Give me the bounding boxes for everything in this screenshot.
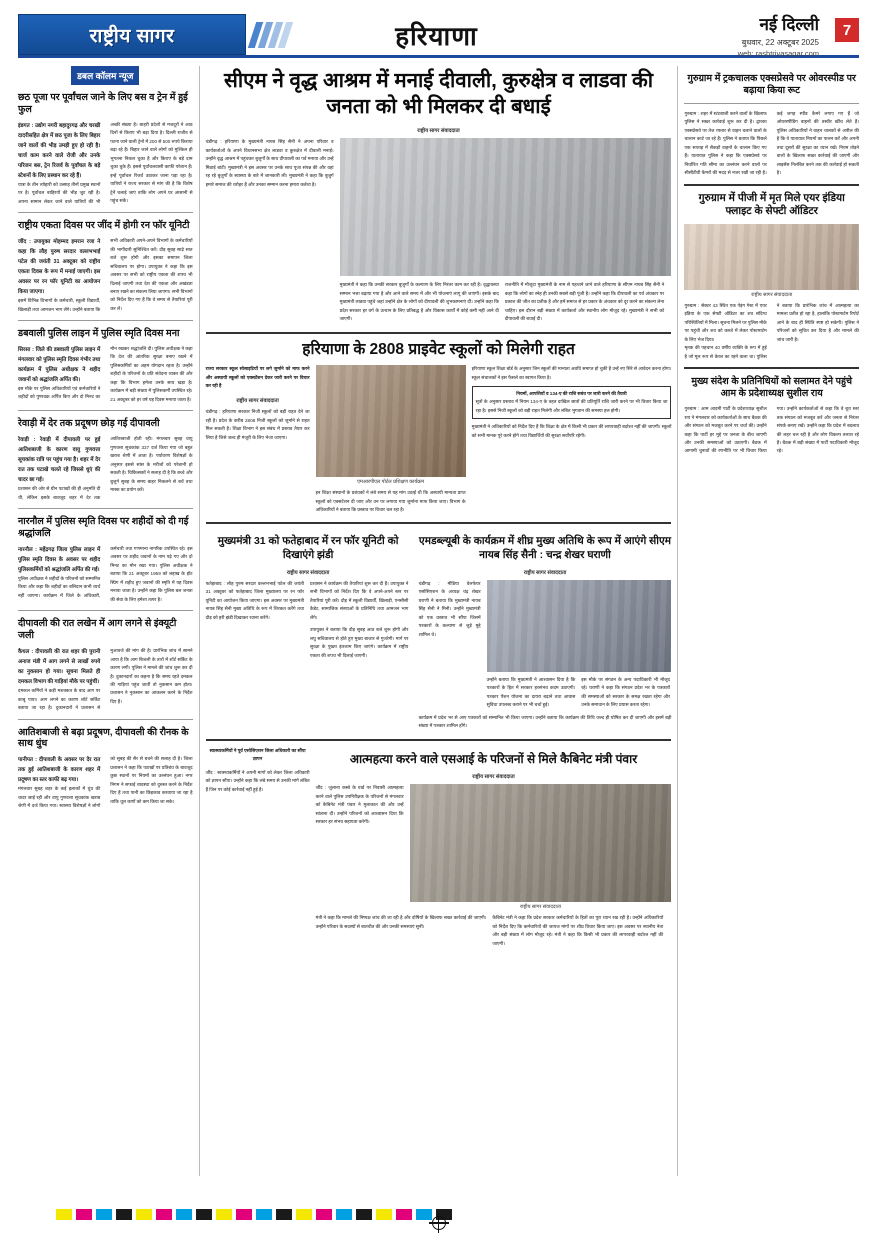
school-story (206, 340, 672, 515)
color-swatch (176, 1209, 192, 1220)
suicide-body-b: मंत्री ने कहा कि मामले की निष्पक्ष जांच की जा रही है और दोषियों के खिलाफ सख्त कार्रवाई की जाएगी। उन्होंने परिवार के सदस्यों से बातचीत की और उनकी समस्याएं सुनीं। (315, 915, 487, 929)
divider (18, 719, 193, 720)
news-item (18, 727, 193, 811)
lead-byline: राष्ट्रीय सागर संवाददाता (417, 128, 460, 135)
news-lead: नारनौल : महेंद्रगढ़ जिला पुलिस लाइन में पुलिस स्मृति दिवस के अवसर पर शहीद पुलिसकर्मियों को श्रद्धांजलि अर्पित की गई। (18, 546, 101, 573)
mwb-body-c: इस मौके पर संगठन के अन्य पदाधिकारी भी मौजूद रहे। घराणी ने कहा कि संगठन प्रदेश भर के पत्रकारों की समस्याओं को सरकार के समक्ष रखता रहेगा और उनके समाधान के लिए प्रयास करता रहेगा। (581, 676, 671, 708)
mwb-body-a: चंडीगढ़ : मीडिया वेलफेयर एसोसिएशन के अध्यक्ष चंद्र शेखर घराणी ने बताया कि मुख्यमंत्री नायब सिंह सैनी ने मिनी। उन्होंने मुख्यमंत्री को एक प्रस्ताव भी सौंपा जिसमें पत्रकारों के कल्याण से जुड़े मुद्दे शामिल थे। (418, 580, 481, 637)
school-body-b: इन शिक्षा संस्थानों के प्रबंधकों ने लंबे समय से यह मांग उठाई थी कि अस्थायी मान्यता प्राप्त स्कूलों को एक्सटेंशन दी जाए और उन पर लगाया गया जुर्माना माफ किया जाए। विभाग के अधिकारियों ने बताया कि प्रस्ताव पर विचार चल रहा है। (315, 490, 466, 512)
mwb-body-b: उन्होंने बताया कि मुख्यमंत्री ने आश्वासन दिया है कि पत्रकारों के हित में सरकार हरसंभव कदम उठाएगी। पत्रकार पेंशन योजना का दायरा बढ़ाने तथा आवास सुविधा उपलब्ध कराने पर भी चर्चा हुई। (486, 676, 576, 708)
aap-headline: मुख्य संदेश के प्रतिनिधियों को सलामत देने पहुंचे आम के प्रदेशाध्यक्ष सुशील राय (691, 376, 853, 400)
pg-photo (684, 224, 859, 290)
color-swatch (196, 1209, 212, 1220)
color-swatch (76, 1209, 92, 1220)
divider (684, 184, 859, 186)
school-photo-caption: एमआरपीएल पोर्टल प्रशिक्षण कार्यक्रम (357, 479, 425, 486)
news-headline: डबवाली पुलिस लाइन में पुलिस स्मृति दिवस मना (18, 328, 180, 340)
divider (18, 320, 193, 321)
color-swatch (236, 1209, 252, 1220)
masthead (18, 14, 859, 58)
news-item (18, 418, 193, 502)
news-headline: आतिशबाजी से बढ़ा प्रदूषण, दीपावली की रौनक के साथ धुंध (18, 726, 189, 750)
color-swatch (356, 1209, 372, 1220)
dateline: बुधवार, 22 अक्टूबर 2025 (741, 37, 819, 47)
masthead-logo-box (18, 14, 246, 55)
double-column-news-label-wrap (18, 66, 193, 85)
divider (206, 739, 672, 741)
color-swatch (256, 1209, 272, 1220)
news-headline: छठ पूजा पर पूर्वांचल जाने के लिए बस व ट्रेन में हुई फुल (18, 92, 188, 115)
section-title: हरियाणा (395, 20, 478, 51)
color-swatch (216, 1209, 232, 1220)
pg-byline: राष्ट्रीय सागर संवाददाता (751, 291, 793, 298)
pg-story (684, 192, 859, 362)
publication-logo: राष्ट्रीय सागर (89, 25, 175, 47)
news-item (18, 328, 193, 404)
lead-story (206, 68, 672, 324)
pg-body-b: मृतक की पहचान 40 वर्षीय व्यक्ति के रूप में हुई है जो मूल रूप से केरल का रहने वाला था। पुलिस ने बताया कि प्रारंभिक जांच में आत्महत्या का मामला प्रतीत हो रहा है, हालांकि पोस्टमार्टम रिपोर्ट आने के बाद ही स्थिति स्पष्ट हो सकेगी। पुलिस ने परिजनों को सूचित कर दिया है और मामले की जांच जारी है। (684, 302, 859, 359)
news-body: प्रशासन की ओर से ग्रीन पटाखों की ही अनुमति दी थी, लेकिन इसके बावजूद शहर में देर तक आतिशबाजी होती रही। मंगलवार सुबह वायु गुणवत्ता सूचकांक 337 दर्ज किया गया जो बहुत खराब श्रेणी में आता है। पर्यावरण विशेषज्ञों के अनुसार इससे सांस के मरीजों को परेशानी हो सकती है। चिकित्सकों ने सलाह दी है कि बच्चे और बुजुर्ग सुबह के समय बाहर निकलने से बचें तथा मास्क का प्रयोग करें। (18, 436, 193, 500)
divider (684, 103, 859, 104)
cm-body-c: उपायुक्त ने बताया कि दौड़ सुबह आठ बजे शुरू होगी और लघु सचिवालय से होते हुए मुख्य बाजार से गुजरेगी। मार्ग पर सुरक्षा के पुख्ता इंतजाम किए जाएंगे। कार्यक्रम में राष्ट्रीय एकता की शपथ भी दिलाई जाएगी। (309, 627, 409, 658)
health-body: जींद : स्वास्थ्यकर्मियों ने अपनी मांगों को लेकर जिला अधिकारी को ज्ञापन सौंपा। उन्होंने कहा कि लंबे समय से उनकी मांगें लंबित हैं जिन पर कोई कार्रवाई नहीं हुई है। (205, 769, 310, 792)
news-body: यात्रा के तीन त्योहारी को उत्साह तीनों प्रमुख स्थानों पर है। पूर्वांचल बाहिरयों की भीड़ जुट रही है। अपना सामान लेकर जाने वाले यात्रियों की भी अच्छी संख्या है। बाहरी प्रदेशों से मजदूरों ने आठ दिनों से किराए भी बढ़ा दिया है। दिल्ली राजीव से पटना जाने वाली ट्रेनों में 200 से 500 रुपये किराया बढ़ा रहे हैं। बिहार जाने वाले लोगों को मुश्किल ही भुगतना निकल चुका है और किराए के बड़े दाम चुका चुके हैं। इससे पूर्वांचलवासी काफी परेशान हैं। इन्हें पूर्वांचल रिजर्व उठाकर जाना पड़ा रहा है। यात्रियों ने राज्य सरकार से मांग की है कि विशेष ट्रेनें चलाई जाएं ताकि लोग अपने घर आसानी से पहुंच सकें। (18, 121, 193, 204)
divider (206, 522, 672, 524)
cm-headline: मुख्यमंत्री 31 को फतेहाबाद में रन फॉर यूनिटी को दिखाएंगे झंडी (217, 535, 399, 562)
lead-body-c: राजनीति में मौजूदा मुख्यमंत्री के नाम से पहचाने जाने वाले हरियाणा के सीएम नायब सिंह सैनी ने कहा कि लोगों का स्नेह ही उनकी सबसे बड़ी पूंजी है। उन्होंने कहा कि दीपावली का पर्व अंधकार पर प्रकाश की जीत का प्रतीक है और हमें समाज से हर प्रकार के अंधकार को दूर करने का संकल्प लेना चाहिए। इस दौरान बड़ी संख्या में कार्यकर्ता और स्थानीय लोग मौजूद रहे। मुख्यमंत्री ने सभी को दीपावली की बधाई दी। (504, 282, 665, 322)
news-body: पुलिस अधीक्षक ने शहीदों के परिजनों को सम्मानित किया और कहा कि शहीदों का बलिदान कभी व्यर्थ नहीं जाएगा। कार्यक्रम में जिले के अधिकारी, कर्मचारी तथा गणमान्य नागरिक उपस्थित रहे। इस अवसर पर शहीद जवानों के नाम पढ़े गए और दो मिनट का मौन रखा गया। पुलिस अधीक्षक ने बताया कि 21 अक्टूबर 1959 को लद्दाख के हॉट स्प्रिंग में शहीद हुए जवानों की स्मृति में यह दिवस मनाया जाता है। उन्होंने कहा कि पुलिस बल जनता की सेवा के लिए हमेशा तत्पर है। (18, 545, 193, 602)
mwb-body-d: कार्यक्रम में प्रदेश भर से आए पत्रकारों को सम्मानित भी किया जाएगा। उन्होंने बताया कि कार्यक्रम की तिथि जल्द ही घोषित कर दी जाएगी और इसमें बड़ी संख्या में पत्रकार शामिल होंगे। (418, 714, 672, 729)
cm-body-a: फतेहाबाद : लौह पुरुष सरदार वल्लभभाई पटेल की जयंती 31 अक्टूबर को फतेहाबाद जिला मुख्यालय पर रन फॉर यूनिटी का आयोजन किया जाएगा। इस अवसर पर मुख्यमंत्री नायब सिंह सैनी मुख्य अतिथि के रूप में शिरकत करेंगे तथा दौड़ को हरी झंडी दिखाकर रवाना करेंगे। (205, 580, 304, 620)
news-item (18, 516, 193, 604)
divider (18, 610, 193, 611)
mwb-story (419, 530, 672, 730)
color-swatch (376, 1209, 392, 1220)
school-sidebox-body: सूत्रों के अनुसार प्रस्ताव में नियम 134-ए के तहत दाखिल छात्रों की प्रतिपूर्ति राशि जारी करने पर भी विचार किया जा रहा है। इससे निजी स्कूलों को बड़ी राहत मिलेगी और लंबित भुगतान की समस्या हल होगी। (475, 399, 668, 413)
column-right (678, 66, 859, 1176)
color-swatch (136, 1209, 152, 1220)
traffic-story (684, 73, 859, 178)
masthead-section (246, 14, 627, 55)
mwb-photo (487, 580, 672, 672)
suicide-photo-caption: राष्ट्रीय सागर संवाददाता (520, 904, 561, 911)
color-swatch (296, 1209, 312, 1220)
cm-body-b: प्रशासन ने कार्यक्रम की तैयारियां शुरू कर दी हैं। उपायुक्त ने सभी विभागों को निर्देश दिए कि वे अपने-अपने स्तर पर तैयारियां पूरी करें। दौड़ में स्कूली विद्यार्थी, खिलाड़ी, एनसीसी कैडेट, सामाजिक संस्थाओं के प्रतिनिधि तथा आमजन भाग लेंगे। (309, 580, 409, 620)
news-item (18, 220, 193, 314)
divider (18, 410, 193, 411)
news-lead: रेवाड़ी : रेवाड़ी में दीपावली पर हुई आतिशबाजी के कारण वायु गुणवत्ता सूचकांक रात्रि पर पहुंच गया है। शहर में देर रात तक पटाखे चलते रहे जिससे धुएं की चादर छा गई। (18, 437, 101, 484)
news-headline: रेवाड़ी में देर तक प्रदूषण छोड़ गई दीपावली (18, 418, 160, 430)
news-headline: दीपावली की रात लखेन में आग लगने से इंक्यूटी जली (18, 618, 177, 642)
news-lead: पानीपत : दीपावली के अवसर पर देर रात तक हुई आतिशबाजी के कारण शहर में प्रदूषण का स्तर काफी बढ़ गया। (18, 757, 101, 784)
news-body: दमकल कर्मियों ने कड़ी मशक्कत के बाद आग पर काबू पाया। आग लगने का कारण शॉर्ट सर्किट बताया जा रहा है। दुकानदारों ने प्रशासन से मुआवजे की मांग की है। प्रारंभिक जांच में सामने आया है कि आग बिजली के तारों में शॉर्ट सर्किट के कारण लगी। पुलिस ने मामले की जांच शुरू कर दी है। दुकानदारों का कहना है कि समय रहते दमकल की गाड़ियां पहुंच जातीं तो नुकसान कम होता। प्रशासन ने नुकसान का आकलन करने के निर्देश दिए हैं। (18, 648, 193, 711)
double-column-news-label: डबल कॉलम न्यूज (71, 66, 139, 85)
divider (206, 332, 672, 334)
aap-story (684, 376, 859, 456)
lead-body-a: चंडीगढ़ : हरियाणा के मुख्यमंत्री नायब सिंह सैनी ने अपना परिवार व कार्यकर्ताओं के अपने विधानसभा क्षेत्र लाडवा व कुरुक्षेत्र में दीवाली मनाई। उन्होंने वृद्ध आश्रम में पहुंचकर बुजुर्गों के साथ दीपावली का पर्व मनाया और उन्हें मिठाई बांटी। मुख्यमंत्री ने इस अवसर पर उनके साथ पूजा संपन्न की और वहां रह रहे बुजुर्गों के स्वास्थ्य के बारे में जानकारी ली। मुख्यमंत्री ने कहा कि बुजुर्ग हमारे समाज की धरोहर हैं और उनका सम्मान करना हमारा कर्तव्य है। (205, 139, 334, 187)
news-item (18, 92, 193, 206)
color-swatch (96, 1209, 112, 1220)
color-swatch (156, 1209, 172, 1220)
cm-byline: राष्ट्रीय सागर संवाददाता (286, 569, 330, 576)
traffic-headline: गुरुग्राम में ट्रकचालक एक्सप्रेसवे पर ओवरस्पीड पर बढ़ाया किया रूट (687, 73, 856, 96)
cm-story (206, 530, 411, 660)
edition-name: नई दिल्ली (759, 14, 819, 34)
news-body: इस मौके पर पुलिस अधिकारियों एवं कर्मचारियों ने शहीदों को पुष्पचक्र अर्पित किए और दो मिनट का मौन रखकर श्रद्धांजलि दी। पुलिस अधीक्षक ने कहा कि देश की आंतरिक सुरक्षा बनाए रखने में पुलिसकर्मियों का अहम योगदान रहता है। उन्होंने शहीदों के परिजनों के प्रति संवेदना व्यक्त की और कहा कि विभाग हमेशा उनके साथ खड़ा है। कार्यक्रम में बड़ी संख्या में पुलिसकर्मी उपस्थित रहे। 21 अक्टूबर को हर वर्ष यह दिवस मनाया जाता है। (18, 345, 193, 402)
divider (684, 367, 859, 369)
news-headline: राष्ट्रीय एकता दिवस पर जींद में होगी रन फॉर यूनिटी (18, 220, 190, 232)
traffic-body: गुरुग्राम : शहर में स्टंटबाजी करने वालों के खिलाफ पुलिस ने सख्त कार्रवाई शुरू कर दी है। द्वारका एक्सप्रेसवे पर तेज रफ्तार से वाहन चलाने वालों के चालान काटे जा रहे हैं। पुलिस ने बताया कि पिछले एक सप्ताह में सैकड़ों वाहनों के चालान किए गए हैं। यातायात पुलिस ने कहा कि एक्सप्रेसवे पर निर्धारित गति सीमा का उल्लंघन करने वालों पर सीसीटीवी कैमरों की मदद से नजर रखी जा रही है। कई जगह स्पीड कैमरे लगाए गए हैं जो ओवरस्पीडिंग वाहनों की तस्वीर खींच लेते हैं। पुलिस अधिकारियों ने वाहन चालकों से अपील की है कि वे यातायात नियमों का पालन करें और अपनी तथा दूसरों की सुरक्षा का ध्यान रखें। नियम तोड़ने वालों के खिलाफ सख्त कार्रवाई की जाएगी और लाइसेंस निलंबित करने तक की कार्रवाई हो सकती है। (684, 110, 859, 176)
news-item (18, 618, 193, 712)
news-lead: जींद : उपायुक्त मोहम्मद इमरान रजा ने कहा कि लौह पुरुष सरदार वल्लभभाई पटेल की जयंती 31 अक्टूबर को राष्ट्रीय एकता दिवस के रूप में मनाई जाएगी। इस अवसर पर रन फॉर यूनिटी का आयोजन किया जाएगा। (18, 239, 101, 296)
registration-mark-icon (429, 1213, 449, 1233)
lead-photo (340, 138, 672, 276)
masthead-edition (627, 14, 859, 58)
suicide-byline: राष्ट्रीय सागर संवाददाता (472, 774, 515, 781)
divider (18, 508, 193, 509)
suicide-story (206, 747, 672, 949)
pg-body-a: गुरुग्राम : सेक्टर 43 स्थित एक पेइंग गेस्ट में एयर इंडिया के एक सेफ्टी ऑडिटर का शव संदिग्ध परिस्थितियों में मिला। सूचना मिलने पर पुलिस मौके पर पहुंची और शव को कब्जे में लेकर पोस्टमार्टम के लिए भेज दिया। (684, 302, 767, 342)
website-url: web: rashtriyasagar.com (737, 48, 819, 58)
news-body: मंगलवार सुबह शहर के कई इलाकों में धुंध की चादर छाई रही और वायु गुणवत्ता सूचकांक खराब श्रेणी में दर्ज किया गया। स्वास्थ्य विशेषज्ञों ने लोगों को सुबह की सैर से बचने की सलाह दी है। जिला प्रशासन ने कहा कि पटाखों पर प्रतिबंध के बावजूद कुछ स्थानों पर नियमों का उल्लंघन हुआ। नगर निगम ने सफाई व्यवस्था को दुरुस्त करने के निर्देश दिए हैं तथा पानी का छिड़काव करवाया जा रहा है ताकि धूल कणों को कम किया जा सके। (18, 756, 193, 809)
page-body (18, 66, 859, 1176)
school-body-a: चंडीगढ़ : हरियाणा सरकार निजी स्कूलों को बड़ी राहत देने जा रही है। प्रदेश के करीब 2808 निजी स्कूलों को जुर्माने से राहत मिल सकती है। शिक्षा विभाग ने इस संबंध में प्रस्ताव तैयार कर लिया है जिसे जल्द ही मंजूरी के लिए भेजा जाएगा। (205, 409, 310, 440)
school-sidebox-head: नियमों, आपत्तियों व 134-ए की राशि सबंध पर जारी करने की तैयारी (516, 391, 627, 396)
pg-headline: गुरुग्राम में पीजी में मृत मिले एयर इंडिया फ्लाइट के सेफ्टी ऑडिटर (698, 191, 845, 218)
school-sidebox (472, 386, 672, 419)
column-middle (200, 66, 679, 1176)
news-lead: कैथल : दीपावली की रात शहर की पुरानी अनाज मंडी में आग लगने से लाखों रुपये का नुकसान हो गया। सूचना मिलते ही दमकल विभाग की गाड़ियां मौके पर पहुंचीं। (18, 649, 101, 686)
mwb-headline: एमडब्ल्यूबी के कार्यक्रम में शीघ्र मुख्य अतिथि के रूप में आएंगे सीएम नायब सिंह सैनी : चन्द्र शेखर घराणी (418, 535, 672, 562)
color-swatch (116, 1209, 132, 1220)
news-lead: सिरसा : जिले की डबवाली पुलिस लाइन में मंगलवार को पुलिस स्मृति दिवस गंभीर तथा कार्यक्रम में पुलिस अधीक्षक ने शहीद जवानों को श्रद्धांजलि अर्पित की। (18, 346, 101, 383)
mwb-byline: राष्ट्रीय सागर संवाददाता (523, 569, 567, 576)
color-swatch (276, 1209, 292, 1220)
decorative-stripes-icon (252, 22, 289, 48)
suicide-body-c: कैबिनेट मंत्री ने कहा कि प्रदेश सरकार कर्मचारियों के हितों का पूरा ध्यान रख रही है। उन्होंने अधिकारियों को निर्देश दिए कि कर्मचारियों की जायज मांगों पर शीघ्र विचार किया जाए। इस अवसर पर स्थानीय नेता और बड़ी संख्या में लोग मौजूद रहे। मंत्री ने कहा कि किसी भी प्रकार की लापरवाही बर्दाश्त नहीं की जाएगी। (492, 915, 664, 946)
health-subhead: स्वास्थ्यकर्मियों ने पूर्व एसोसिएशन जिला अधिकारी का सौंपा ज्ञापन (209, 747, 306, 762)
news-lead: इंडगत : उद्योग नगरी बहादुरगढ़ और चरखी दादरीसहित क्षेत्र में छठ पूजा के लिए बिहार जाने वालों की भीड़ उमड़ी हुए हो रही है। चार्ज काम करने वाले रोजी और उनके परिजन बस, ट्रेन रिजर्व के पूर्वांचल के बड़े स्टेशनों के लिए प्रस्थान कर रहे हैं। (18, 122, 101, 179)
lead-headline: सीएम ने वृद्ध आश्रम में मनाई दीवाली, कुरुक्षेत्र व लाडवा की जनता को भी मिलकर दी बधाई (223, 69, 654, 119)
news-headline: नारनौल में पुलिस स्मृति दिवस पर शहीदों को दी गई श्रद्धांजलि (18, 516, 189, 540)
school-subhead: राज्य सरकार स्कूल सोसाइटियों पर लगे जुर्माने को माफ करने और अस्थायी स्कूलों को एक्सटेंशन देकर जारी करने पर विचार कर रही है (205, 366, 310, 388)
color-swatch (336, 1209, 352, 1220)
news-body: इसमें विभिन्न विभागों के कर्मचारी, स्कूली विद्यार्थी, खिलाड़ी तथा आमजन भाग लेंगे। उन्होंने बताया कि सभी अधिकारी अपने-अपने विभागों के कर्मचारियों की भागीदारी सुनिश्चित करें। दौड़ सुबह साढ़े सात बजे शुरू होगी और इसका समापन जिला सचिवालय पर होगा। उपायुक्त ने कहा कि इस अवसर पर सभी को राष्ट्रीय एकता की शपथ भी दिलाई जाएगी तथा देश की एकता और अखंडता बनाए रखने का संकल्प लिया जाएगा। सभी विभागों को निर्देश दिए गए हैं कि वे समय से तैयारियां पूरी कर लें। (18, 238, 193, 312)
school-body-c: हरियाणा स्कूल शिक्षा बोर्ड के अनुसार जिन स्कूलों की मान्यता अवधि समाप्त हो चुकी है उन्हें नए सिरे से आवेदन करना होगा। स्कूल संचालकों ने इस फैसले का स्वागत किया है। (471, 366, 672, 380)
school-headline: हरियाणा के 2808 प्राइवेट स्कूलों को मिलेगी राहत (302, 340, 575, 358)
color-swatch (316, 1209, 332, 1220)
school-body-d: मुख्यमंत्री ने अधिकारियों को निर्देश दिए हैं कि शिक्षा के क्षेत्र में किसी भी प्रकार की लापरवाही बर्दाश्त नहीं की जाएगी। स्कूलों को सभी मानक पूरे करने होंगे तथा विद्यार्थियों की सुरक्षा सर्वोपरि रहेगी। (471, 424, 672, 438)
color-swatch (396, 1209, 412, 1220)
color-swatch (56, 1209, 72, 1220)
page-number: 7 (835, 18, 859, 42)
school-byline: राष्ट्रीय सागर संवाददाता (236, 398, 279, 405)
lead-body-b: मुख्यमंत्री ने कहा कि उनकी सरकार बुजुर्गों के कल्याण के लिए निरंतर काम कर रही है। वृद्धावस्था सम्मान भत्ता बढ़ाया गया है और आने वाले समय में और भी योजनाएं लागू की जाएंगी। इसके बाद मुख्यमंत्री लाडवा पहुंचे जहां उन्होंने क्षेत्र के लोगों को दीपावली की शुभकामनाएं दीं। उन्होंने कहा कि प्रदेश सरकार हर वर्ग के उत्थान के लिए प्रतिबद्ध है और विकास कार्यों में कोई कमी नहीं आने दी जाएगी। (339, 282, 499, 322)
suicide-body-a: जींद : जुलाना कस्बे के वार्ड पर निवासी आत्महत्या करने वाले पुलिस उपनिरीक्षक के परिजनों से मंगलवार को कैबिनेट मंत्री पंवार ने मुलाकात की और उन्हें सांत्वना दी। उन्होंने परिजनों को आश्वासन दिया कि सरकार हर संभव सहायता करेगी। (315, 785, 404, 825)
divider (18, 212, 193, 213)
suicide-photo (410, 784, 672, 902)
school-photo (316, 365, 466, 477)
column-left (18, 66, 200, 1176)
aap-body: गुरुग्राम : आम आदमी पार्टी के प्रदेशाध्यक्ष सुशील राय ने मंगलवार को कार्यकर्ताओं के साथ बैठक की और संगठन को मजबूत करने पर चर्चा की। उन्होंने कहा कि पार्टी हर मुद्दे पर जनता के बीच जाएगी और उनकी समस्याओं को उठाएगी। बैठक में आगामी चुनावों की रणनीति पर भी विचार किया गया। उन्होंने कार्यकर्ताओं से कहा कि वे बूथ स्तर तक संगठन को मजबूत करें और जनता से निरंतर संपर्क बनाए रखें। उन्होंने कहा कि प्रदेश में बदलाव की लहर चल रही है और लोग विकल्प तलाश रहे हैं। बैठक में बड़ी संख्या में पार्टी पदाधिकारी मौजूद रहे। (684, 406, 859, 454)
suicide-headline: आत्महत्या करने वाले एसआई के परिजनों से मिले कैबिनेट मंत्री पंवार (349, 751, 638, 766)
